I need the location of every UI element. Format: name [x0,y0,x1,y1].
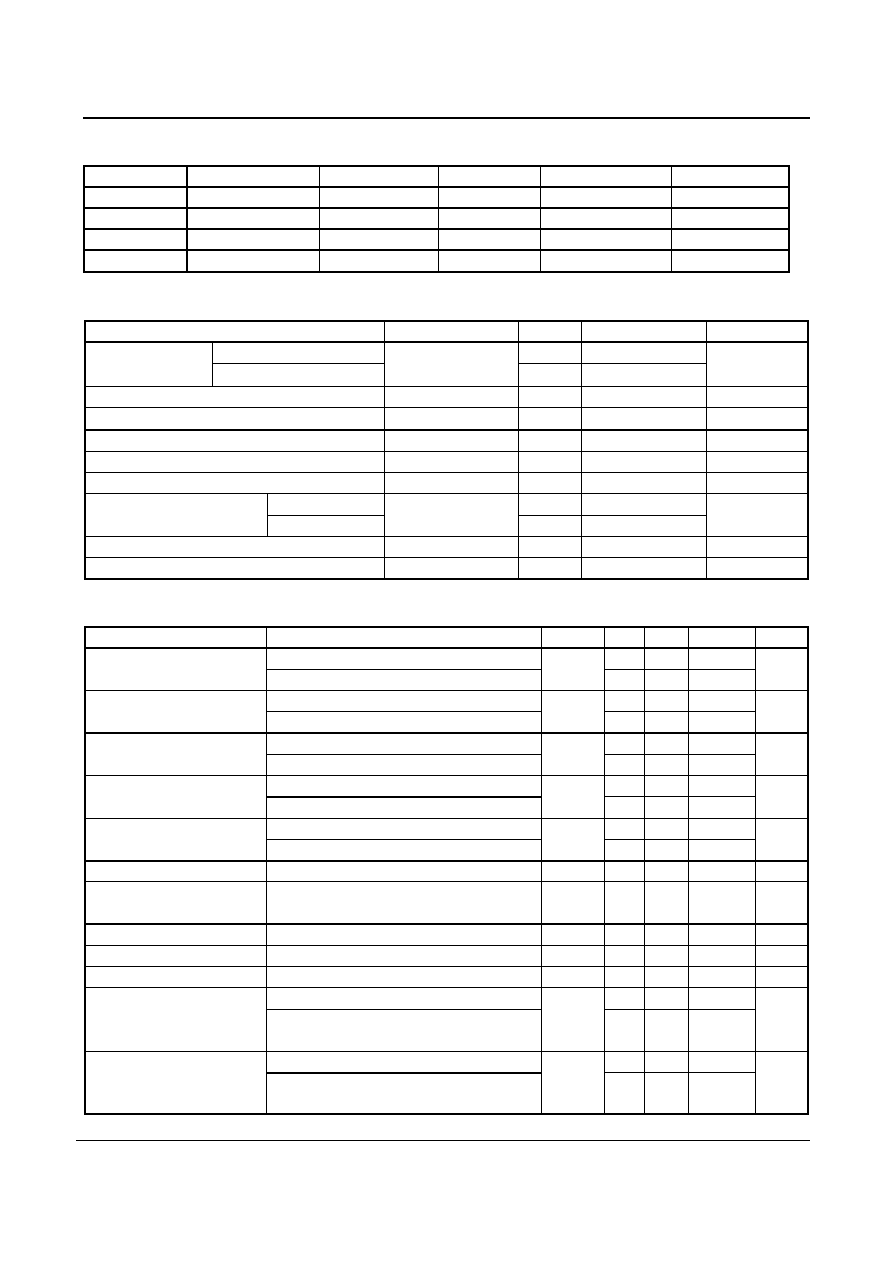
header-rule [83,117,810,119]
footer-rule [76,1140,810,1141]
